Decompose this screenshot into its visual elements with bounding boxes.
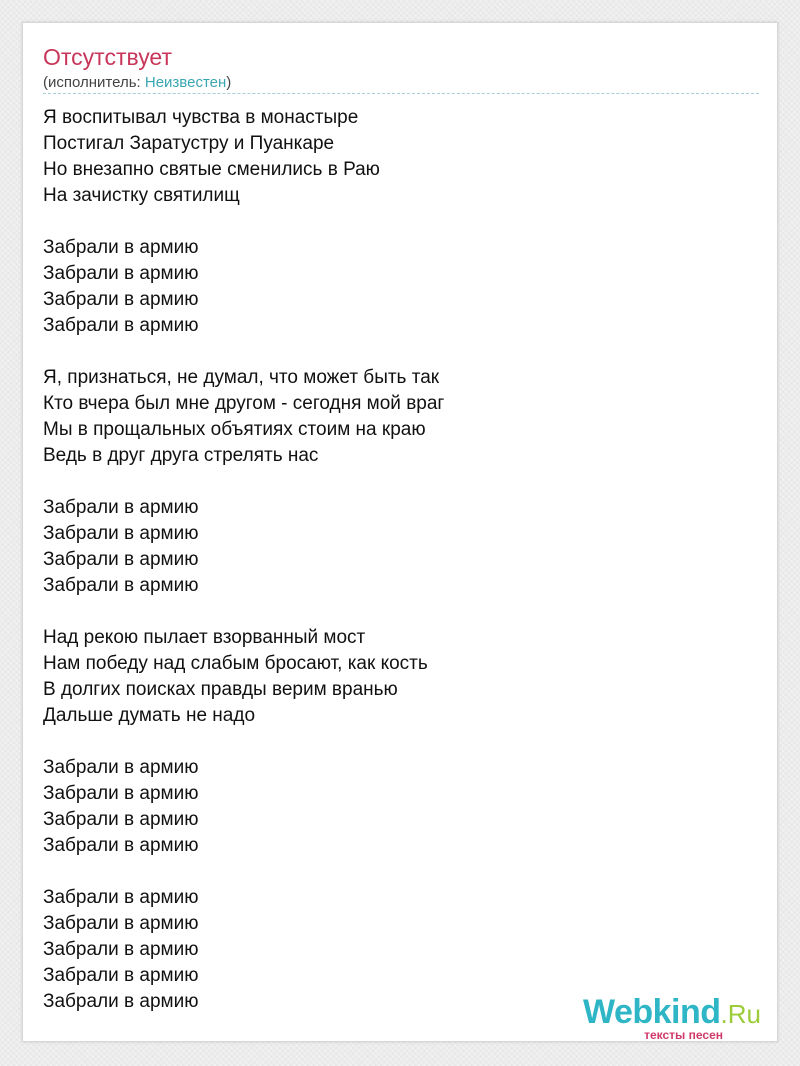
lyric-line: На зачистку святилищ (43, 185, 240, 206)
stanza-gap (43, 729, 743, 755)
lyric-line: Забрали в армию (43, 523, 199, 544)
lyric-line: Кто вчера был мне другом - сегодня мой враг (43, 393, 445, 414)
lyric-line: Забрали в армию (43, 939, 199, 960)
lyric-line: Постигал Заратустру и Пуанкаре (43, 133, 335, 154)
lyric-line: Забрали в армию (43, 237, 199, 258)
logo-tagline: тексты песен (644, 1028, 723, 1042)
logo-suffix-text: .Ru (720, 999, 761, 1029)
logo-main-text: Webkind (582, 993, 721, 1031)
lyrics-body (43, 105, 743, 1015)
lyric-line: Дальше думать не надо (43, 705, 256, 726)
lyric-line: Забрали в армию (43, 835, 199, 856)
lyric-line: Нам победу над слабым бросают, как кость (43, 653, 428, 674)
lyric-line: Забрали в армию (43, 315, 199, 336)
lyric-line: Забрали в армию (43, 549, 199, 570)
stanza-gap (43, 209, 743, 235)
lyric-line: Забрали в армию (43, 263, 199, 284)
lyric-line: Забрали в армию (43, 783, 199, 804)
lyric-line: Забрали в армию (43, 965, 199, 986)
lyrics-card (22, 22, 778, 1042)
header-divider (43, 93, 759, 94)
lyric-line: Мы в прощальных объятиях стоим на краю (43, 419, 426, 440)
lyric-line: Я воспитывал чувства в монастыре (43, 107, 359, 128)
lyric-line: Забрали в армию (43, 497, 199, 518)
artist-prefix: (исполнитель: (43, 74, 145, 91)
lyric-line: Забрали в армию (43, 991, 199, 1012)
stanza-gap (43, 339, 743, 365)
artist-link[interactable]: Неизвестен (144, 74, 227, 91)
lyric-line: Забрали в армию (43, 289, 199, 310)
lyric-line: Над рекою пылает взорванный мост (43, 627, 366, 648)
logo-wordmark (583, 993, 761, 1033)
lyric-line: Ведь в друг друга стрелять нас (43, 445, 319, 466)
site-logo[interactable] (569, 993, 769, 1042)
lyric-line: Забрали в армию (43, 887, 199, 908)
lyric-line: Забрали в армию (43, 575, 199, 596)
lyric-line: В долгих поисках правды верим вранью (43, 679, 398, 700)
artist-suffix: ) (226, 74, 232, 91)
artist-line (43, 73, 231, 93)
lyric-line: Забрали в армию (43, 913, 199, 934)
stanza-gap (43, 599, 743, 625)
song-title: Отсутствует (43, 44, 172, 70)
stanza-gap (43, 859, 743, 885)
lyric-line: Я, признаться, не думал, что может быть так (43, 367, 440, 388)
stanza-gap (43, 469, 743, 495)
lyric-line: Но внезапно святые сменились в Раю (43, 159, 380, 180)
lyric-line: Забрали в армию (43, 809, 199, 830)
lyric-line: Забрали в армию (43, 757, 199, 778)
